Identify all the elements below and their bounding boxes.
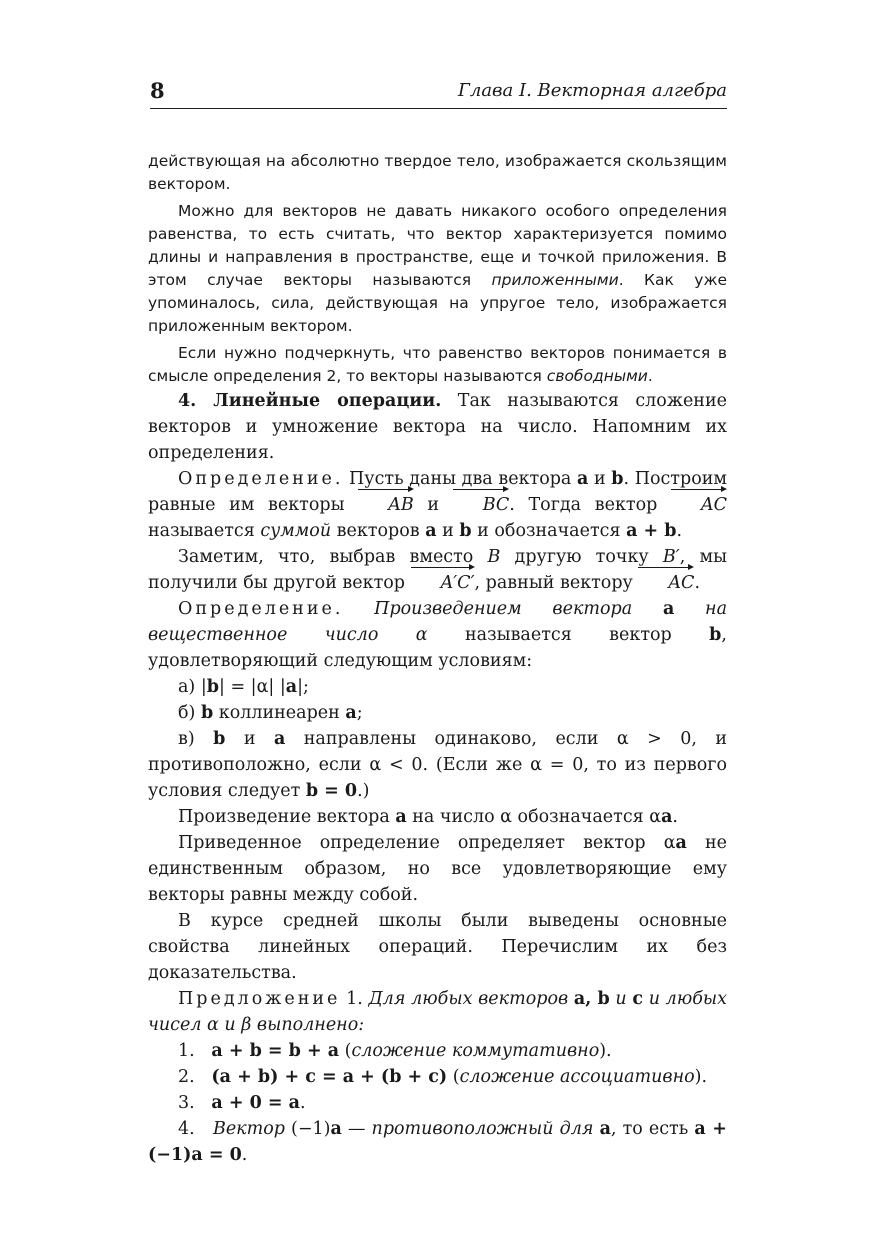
vector-ab: AB <box>358 492 414 518</box>
formula-sum: a + b <box>626 521 677 541</box>
section-heading: 4. Линейные операции. <box>178 391 442 411</box>
proposition-1: Предложение 1. Для любых векторов a, b и c и любых чисел α и β выполнено: <box>148 989 728 1035</box>
condition-c: в) b и a направлены одинаково, если α > 0, и противоположно, если α < 0. (Если же α = 0, то из первого условия следует b = 0.) <box>148 729 728 801</box>
section-linear-operations: 4. Линейные операции. Так называются сложение векторов и умножение вектора на число. Напомним их определения. <box>148 391 727 463</box>
paragraph-free-vectors: Если нужно подчеркнуть, что равенство векторов понимается в смысле определения 2, то векторы называются свободными. <box>148 344 727 385</box>
property-item: 1. a + b = b + a (сложение коммутативно). <box>178 1041 612 1061</box>
condition-b: б) b коллинеарен a; <box>178 703 363 723</box>
paragraph-product-notation: Произведение вектора a на число α обозначается αa. <box>178 807 678 827</box>
vector-ac: AC <box>638 570 694 596</box>
page-header <box>150 78 727 109</box>
paragraph-remark: Заметим, что, выбрав вместо B другую точку B′, мы получили бы другой вектор A′C′, равный вектору AC. <box>148 544 727 596</box>
running-head: Глава I. Векторная алгебра <box>457 80 727 101</box>
term-free: свободными <box>546 367 648 385</box>
vector-ac: AC <box>671 492 727 518</box>
property-item: 2. (a + b) + c = a + (b + c) (сложение ассоциативно). <box>178 1067 708 1087</box>
vector-a-prime-c-prime: A′C′ <box>411 570 475 596</box>
definition-label: Определение. <box>178 599 344 619</box>
definition-product: Определение. Произведением вектора a на вещественное число α называется вектор b, удовлетворяющий следующим условиям: <box>148 599 727 671</box>
paragraph-school-course: В курсе средней школы были выведены основные свойства линейных операций. Перечислим их без доказательства. <box>148 911 727 983</box>
paragraph-uniqueness: Приведенное определение определяет вектор αa не единственным образом, но все удовлетворяющие ему векторы равны между собой. <box>148 833 727 905</box>
proposition-label: Предложение <box>178 989 341 1009</box>
term-sum: суммой <box>260 521 332 541</box>
property-item: 4. Вектор (−1)a — противоположный для a, то есть a + (−1)a = 0. <box>148 1119 727 1165</box>
property-item: 3. a + 0 = a. <box>178 1093 306 1113</box>
condition-a: а) |b| = |α| |a|; <box>178 677 309 697</box>
term-applied: приложенными <box>491 271 619 289</box>
page-number: 8 <box>150 78 165 103</box>
definition-sum: Определение. Пусть даны два вектора a и b. Построим равные им векторы AB и BC. Тогда вектор AC называется суммой векторов a и b и обозначается a + b. <box>148 469 728 541</box>
page-body <box>148 150 727 1168</box>
paragraph-applied-vectors: Можно для векторов не давать никакого особого определения равенства, то есть считать, что вектор характеризуется помимо длины и направления в пространстве, еще и точкой приложения. В этом случае векторы называются приложенными. Как уже упоминалось, сила, действующая на упругое тело, изображается приложенным вектором. <box>148 202 727 335</box>
definition-label: Определение. <box>178 469 344 489</box>
vector-bc: BC <box>453 492 510 518</box>
paragraph-continuation: действующая на абсолютно твердое тело, изображается скользящим вектором. <box>148 152 727 193</box>
